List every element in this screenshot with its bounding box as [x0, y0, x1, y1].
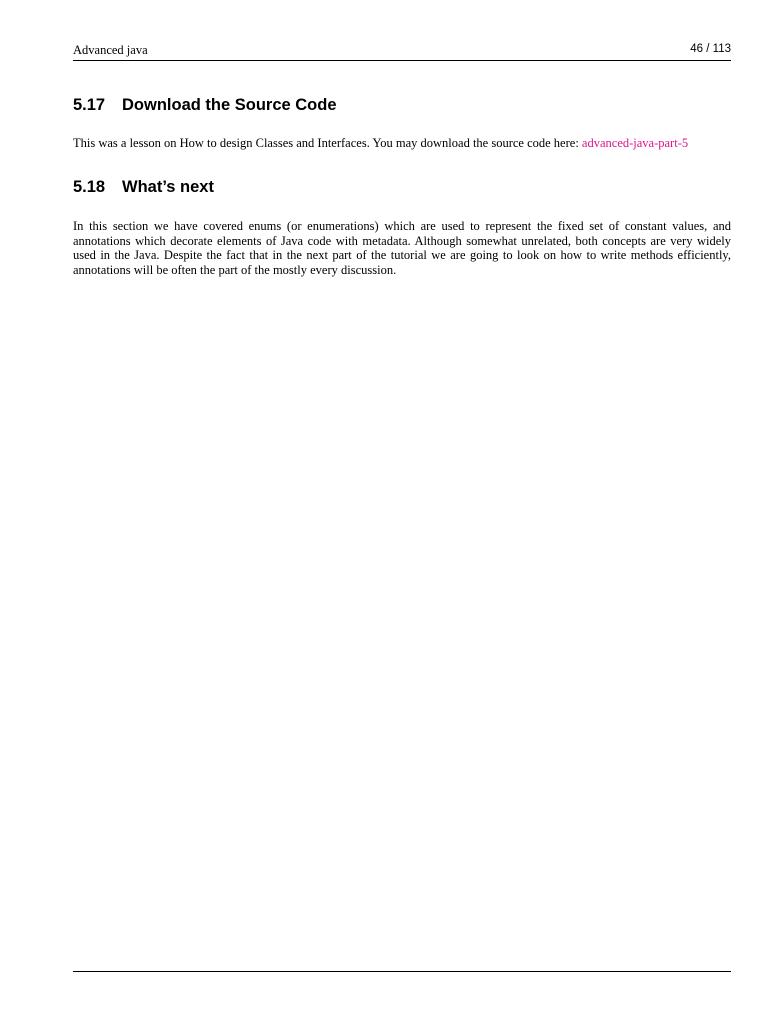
- section-title: What’s next: [122, 178, 214, 196]
- whats-next-paragraph: In this section we have covered enums (or enumerations) which are used to represent the fixed set of constant values, and annotations which decorate elements of Java code with metadata. Although somewhat unrelated, both concepts are very widely used in the Java. Despite the fact that in the next part of the tutorial we are going to look on how to write methods efficiently, annotations will be often the part of the mostly every discussion.: [73, 219, 731, 277]
- section-title: Download the Source Code: [122, 96, 337, 114]
- document-title: Advanced java: [73, 43, 148, 57]
- footer-divider: [73, 971, 731, 972]
- page-number: 46 / 113: [690, 43, 731, 55]
- download-paragraph: [73, 136, 731, 151]
- section-number: 5.18: [73, 178, 106, 196]
- source-code-link[interactable]: advanced-java-part-5: [581, 136, 689, 150]
- section-heading-whats-next: [73, 178, 214, 197]
- section-heading-download-source: [73, 96, 337, 115]
- download-text: This was a lesson on How to design Classes and Interfaces. You may download the source code here:: [73, 136, 582, 150]
- page-header: [73, 42, 731, 61]
- section-number: 5.17: [73, 96, 106, 114]
